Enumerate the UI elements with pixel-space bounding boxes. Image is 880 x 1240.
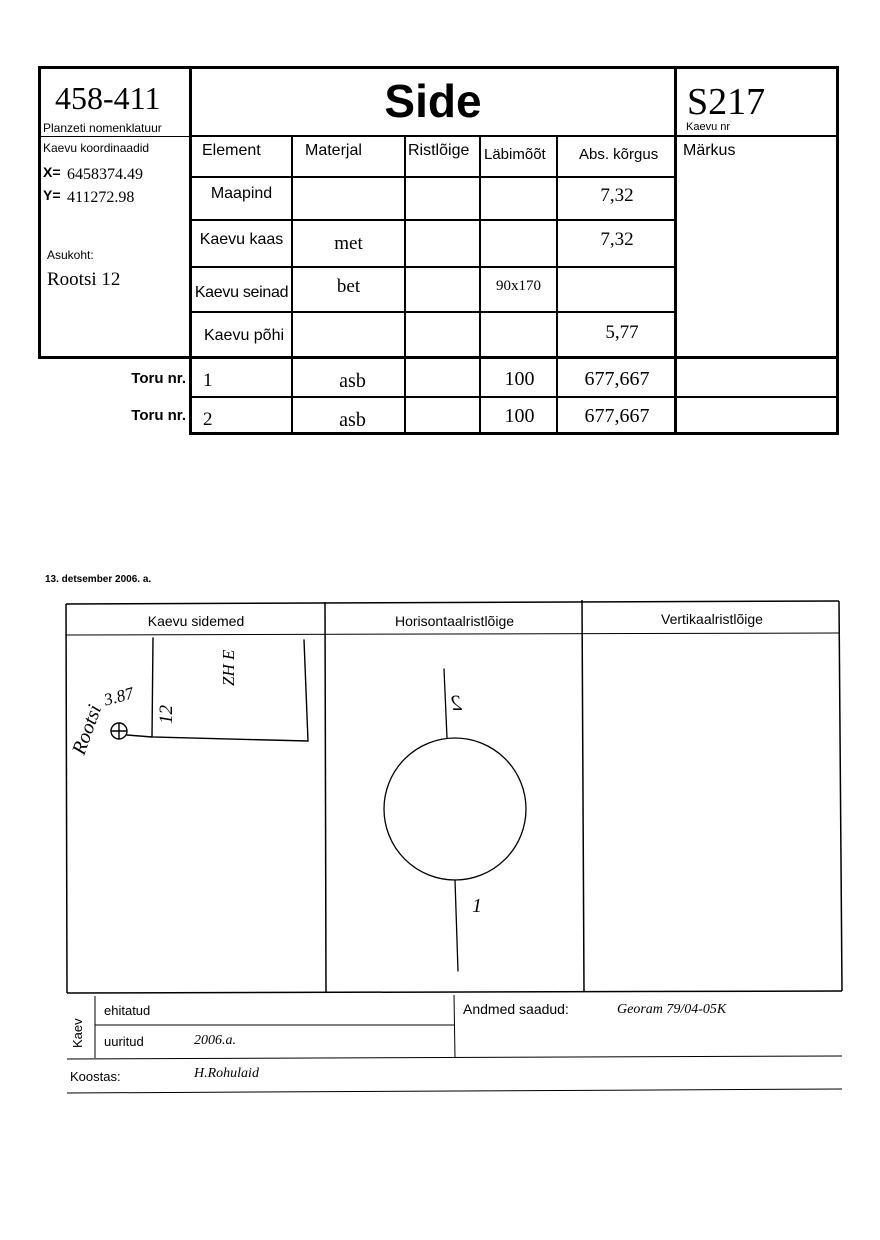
header-labimoot: Läbimõõt — [484, 146, 546, 163]
sketch-col-vertikaal: Vertikaalristlõige — [661, 611, 763, 627]
y-coord-value: 411272.98 — [67, 189, 135, 206]
pipe-2-nr: 2 — [203, 409, 213, 430]
pipe-2-labimoot: 100 — [504, 405, 535, 427]
uuritud-label: uuritud — [104, 1034, 144, 1049]
header-abs-korgus: Abs. kõrgus — [579, 146, 659, 163]
row-element-kaevu-seinad: Kaevu seinad — [194, 284, 289, 301]
pipe-2-abs: 677,667 — [584, 405, 650, 427]
pipe-2-label: Toru nr. — [131, 407, 186, 424]
kaevu-nr-label: Kaevu nr — [686, 121, 731, 133]
page-title: Side — [384, 75, 482, 127]
row-abs-kaevu-pohi: 5,77 — [605, 322, 639, 343]
sketch-col-kaevu-sidemed: Kaevu sidemed — [147, 613, 245, 629]
x-coord-value: 6458374.49 — [67, 166, 143, 183]
pipe-1-materjal: asb — [339, 370, 366, 392]
uuritud-value: 2006.a. — [194, 1033, 236, 1048]
ehitatud-label: ehitatud — [104, 1003, 151, 1018]
row-element-kaevu-kaas: Kaevu kaas — [199, 231, 284, 248]
koostas-value: H.Rohulaid — [194, 1066, 259, 1081]
sketch-house-number: 12 — [156, 705, 177, 724]
pipe-1-abs: 677,667 — [584, 368, 650, 390]
sketch-col-horisontaal: Horisontaalristlõige — [394, 613, 515, 629]
header-element: Element — [202, 142, 261, 159]
row-element-maapind: Maapind — [210, 185, 273, 202]
row-element-kaevu-pohi: Kaevu põhi — [203, 327, 285, 344]
kaevu-nr-value: S217 — [687, 81, 766, 123]
pipe-2-materjal: asb — [339, 409, 366, 431]
pipe-1-nr: 1 — [203, 370, 213, 391]
pipe-bottom-label: 1 — [472, 895, 482, 917]
header-ristloige: Ristlõige — [408, 142, 470, 159]
coords-label: Kaevu koordinaadid — [43, 141, 150, 155]
header-materjal: Materjal — [305, 142, 362, 159]
koostas-label: Koostas: — [70, 1069, 121, 1084]
row-materjal-kaevu-seinad: bet — [336, 276, 361, 297]
asukoht-value: Rootsi 12 — [47, 269, 121, 290]
x-coord-label: X= — [43, 164, 61, 180]
row-abs-maapind: 7,32 — [600, 185, 634, 206]
y-coord-label: Y= — [43, 187, 61, 203]
sketch-distance: 3.87 — [101, 683, 136, 710]
planzet-label: Planzeti nomenklatuur — [43, 121, 162, 135]
header-markus: Märkus — [683, 142, 736, 159]
row-abs-kaevu-kaas: 7,32 — [600, 229, 634, 250]
pipe-1-label: Toru nr. — [131, 370, 186, 387]
sketch-street-name: Rootsi — [68, 701, 107, 758]
planzet-value: 458-411 — [55, 80, 161, 116]
document-date: 13. detsember 2006. a. — [45, 574, 152, 585]
asukoht-label: Asukoht: — [47, 248, 94, 262]
kaev-label: Kaev — [70, 1018, 85, 1048]
andmed-value: Georam 79/04-05K — [617, 1002, 727, 1017]
sketch-building-label: ZH E — [219, 649, 238, 686]
pipe-top-label: 2 — [451, 690, 462, 715]
row-labimoot-kaevu-seinad: 90x170 — [496, 278, 541, 294]
pipe-1-labimoot: 100 — [504, 368, 535, 390]
row-materjal-kaevu-kaas: met — [334, 233, 363, 254]
andmed-label: Andmed saadud: — [463, 1001, 569, 1017]
